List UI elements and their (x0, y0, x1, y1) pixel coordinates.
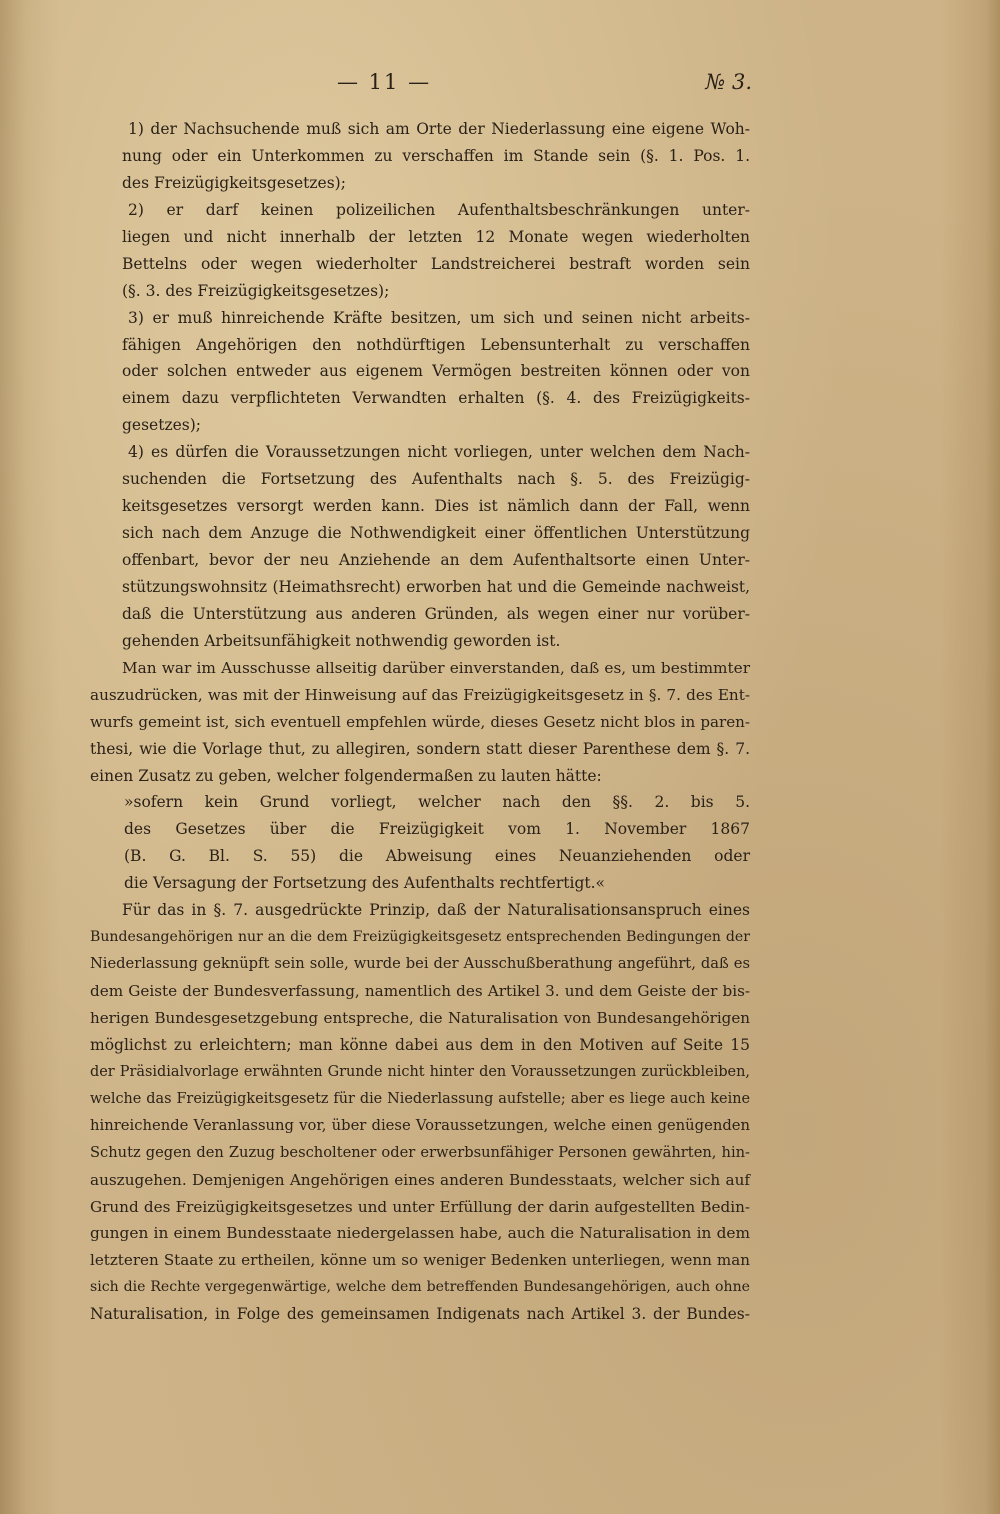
text-line: herigen Bundesgesetzgebung entspreche, die Naturalisation von Bundesangehörigen (90, 1008, 750, 1027)
text-line: Man war im Ausschusse allseitig darüber einverstanden, daß es, um bestimmter (122, 658, 750, 677)
document-number: № 3. (705, 70, 752, 94)
text-line: thesi, wie die Vorlage thut, zu allegiren, sondern statt dieser Parenthese dem §. 7. (90, 739, 750, 758)
text-line: Bettelns oder wegen wiederholter Landstreicherei bestraft worden sein (122, 254, 750, 273)
text-line: hinreichende Veranlassung vor, über diese Voraussetzungen, welche einen genügenden (90, 1116, 750, 1134)
text-line: Grund des Freizügigkeitsgesetzes und unter Erfüllung der darin aufgestellten Bedin- (90, 1197, 750, 1216)
text-line: stützungswohnsitz (Heimathsrecht) erworben hat und die Gemeinde nachweist, (122, 577, 750, 596)
quote-line: die Versagung der Fortsetzung des Aufenthalts rechtfertigt.« (124, 874, 606, 893)
text-line: (§. 3. des Freizügigkeitsgesetzes); (122, 281, 390, 300)
page-number: — 11 — (337, 70, 432, 94)
text-line: suchenden die Fortsetzung des Aufenthalts nach §. 5. des Freizügig- (122, 470, 750, 489)
text-line: daß die Unterstützung aus anderen Gründen, als wegen einer nur vorüber- (122, 604, 750, 623)
page-header (0, 64, 1000, 104)
text-line: gungen in einem Bundesstaate niedergelassen habe, auch die Naturalisation in dem (90, 1224, 750, 1243)
text-line: sich die Rechte vergegenwärtige, welche dem betreffenden Bundesangehörigen, auch ohne (90, 1279, 750, 1296)
text-line: einen Zusatz zu geben, welcher folgendermaßen zu lauten hätte: (90, 766, 602, 785)
text-line: keitsgesetzes versorgt werden kann. Dies ist nämlich dann der Fall, wenn (122, 497, 750, 516)
text-line: gesetzes); (122, 416, 202, 435)
text-line: fähigen Angehörigen den nothdürftigen Lebensunterhalt zu verschaffen (122, 335, 750, 354)
text-line: letzteren Staate zu ertheilen, könne um so weniger Bedenken unterliegen, wenn man (90, 1251, 750, 1270)
text-line: auszugehen. Demjenigen Angehörigen eines anderen Bundesstaats, welcher sich auf (90, 1170, 750, 1189)
text-line: 2) er darf keinen polizeilichen Aufenthaltsbeschränkungen unter- (128, 200, 750, 219)
text-line: wurfs gemeint ist, sich eventuell empfehlen würde, dieses Gesetz nicht blos in paren- (90, 712, 750, 731)
text-line: der Präsidialvorlage erwähnten Grunde nicht hinter den Voraussetzungen zurückbleiben, (90, 1063, 750, 1080)
text-line: Für das in §. 7. ausgedrückte Prinzip, daß der Naturalisationsanspruch eines (122, 901, 750, 920)
text-line: Niederlassung geknüpft sein solle, wurde bei der Ausschußberathung angeführt, daß es (90, 955, 750, 973)
quote-line: »sofern kein Grund vorliegt, welcher nach den §§. 2. bis 5. (124, 793, 750, 812)
text-line: 1) der Nachsuchende muß sich am Orte der Niederlassung eine eigene Woh- (128, 120, 750, 138)
text-line: gehenden Arbeitsunfähigkeit nothwendig geworden ist. (122, 631, 561, 650)
text-line: Schutz gegen den Zuzug bescholtener oder erwerbsunfähiger Personen gewährten, hin- (90, 1143, 750, 1161)
text-line: möglichst zu erleichtern; man könne dabei aus dem in den Motiven auf Seite 15 (90, 1035, 750, 1054)
text-line: welche das Freizügigkeitsgesetz für die Niederlassung aufstelle; aber es liege auch keine (90, 1090, 750, 1107)
text-line: offenbart, bevor der neu Anziehende an dem Aufenthaltsorte einen Unter- (122, 551, 750, 569)
text-line: oder solchen entweder aus eigenem Vermögen bestreiten können oder von (122, 362, 750, 381)
text-line: sich nach dem Anzuge die Nothwendigkeit einer öffentlichen Unterstützung (122, 524, 750, 543)
quote-line: des Gesetzes über die Freizügigkeit vom 1. November 1867 (124, 820, 750, 839)
text-line: Bundesangehörigen nur an die dem Freizügigkeitsgesetz entsprechenden Bedingungen der (90, 929, 750, 946)
text-line: einem dazu verpflichteten Verwandten erhalten (§. 4. des Freizügigkeits- (122, 389, 750, 408)
text-line: dem Geiste der Bundesverfassung, namentlich des Artikel 3. und dem Geiste der bis- (90, 982, 750, 1000)
body-text (90, 116, 750, 1328)
text-line: Naturalisation, in Folge des gemeinsamen Indigenats nach Artikel 3. der Bundes- (90, 1305, 750, 1324)
text-line: nung oder ein Unterkommen zu verschaffen im Stande sein (§. 1. Pos. 1. (122, 146, 750, 165)
text-line: des Freizügigkeitsgesetzes); (122, 173, 346, 192)
text-line: liegen und nicht innerhalb der letzten 12 Monate wegen wiederholten (122, 227, 750, 246)
text-line: 4) es dürfen die Voraussetzungen nicht vorliegen, unter welchen dem Nach- (128, 443, 750, 462)
text-line: 3) er muß hinreichende Kräfte besitzen, um sich und seinen nicht arbeits- (128, 308, 750, 327)
text-line: auszudrücken, was mit der Hinweisung auf das Freizügigkeitsgesetz in §. 7. des Ent- (90, 685, 750, 704)
quote-line: (B. G. Bl. S. 55) die Abweisung eines Neuanziehenden oder (124, 847, 750, 866)
